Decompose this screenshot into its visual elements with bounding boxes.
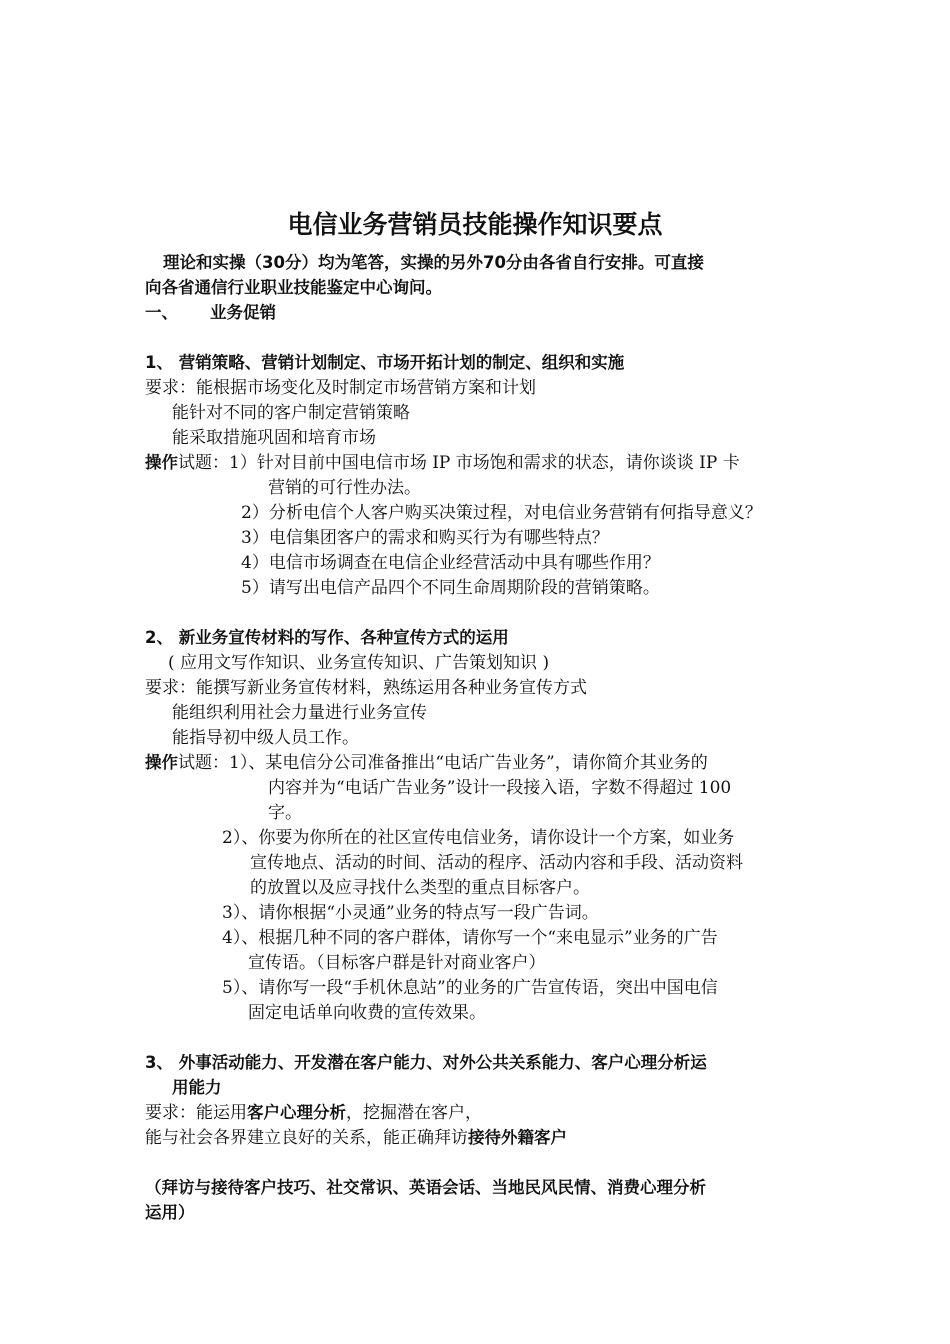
item1-question-3: 3）电信集团客户的需求和购买行为有哪些特点？ — [241, 528, 609, 548]
item1-requirement-2: 能针对不同的客户制定营销策略 — [172, 403, 410, 423]
item2-subheading: ( 应用文写作知识、业务宣传知识、广告策划知识 ) — [168, 653, 550, 673]
item3-requirement-2 — [145, 1127, 567, 1149]
section-one-number: 一、 — [145, 303, 178, 322]
item2-question-1-continued-2: 字。 — [268, 803, 302, 823]
operation-label: 操作 — [145, 753, 178, 772]
item3-heading-line-1: 3、 外事活动能力、开发潜在客户能力、对外公共关系能力、客户心理分析运 — [145, 1053, 707, 1072]
item3-requirement-1-suffix: ，挖掘潜在客户， — [346, 1103, 482, 1123]
item1-requirement-1: 要求：能根据市场变化及时制定市场营销方案和计划 — [145, 378, 536, 398]
item3-note-line-1: （拜访与接待客户技巧、社交常识、英语会话、当地民风民情、消费心理分析 — [145, 1178, 706, 1197]
item2-question-4-line-2: 宣传语。（目标客户群是针对商业客户） — [248, 953, 546, 973]
item2-heading: 2、 新业务宣传材料的写作、各种宣传方式的运用 — [145, 628, 509, 647]
section-one-heading: 业务促销 — [210, 303, 276, 322]
item2-question-1-continued-1: 内容并为“电话广告业务”设计一段接入语，字数不得超过 100 — [268, 778, 732, 798]
item3-requirement-2-emphasis: 接待外籍客户 — [468, 1128, 567, 1147]
item3-requirement-2-prefix: 能与社会各界建立良好的关系，能正确拜访 — [145, 1128, 468, 1148]
item2-question-5-line-1: 5）、请你写一段“手机休息站”的业务的广告宣传语，突出中国电信 — [222, 978, 718, 998]
item1-question-2: 2）分析电信个人客户购买决策过程，对电信业务营销有何指导意义？ — [241, 503, 762, 523]
item3-requirement-1-emphasis: 客户心理分析 — [247, 1103, 346, 1122]
item1-operation-line — [145, 452, 740, 474]
intro-line-1: 理论和实操（30分）均为笔答，实操的另外70分由各省自行安排。可直接 — [163, 253, 704, 272]
item2-question-2-line-3: 的放置以及应寻找什么类型的重点目标客户。 — [250, 878, 590, 898]
item2-question-5-line-2: 固定电话单向收费的宣传效果。 — [248, 1003, 486, 1023]
item2-question-2-line-2: 宣传地点、活动的时间、活动的程序、活动内容和手段、活动资料 — [250, 853, 743, 873]
item2-question-2-line-1: 2）、你要为你所在的社区宣传电信业务，请你设计一个方案，如业务 — [222, 828, 735, 848]
item3-requirement-1-prefix: 要求：能运用 — [145, 1103, 247, 1123]
item2-requirement-1: 要求：能撰写新业务宣传材料，熟练运用各种业务宣传方式 — [145, 678, 587, 698]
item1-question-1: 试题：1）针对目前中国电信市场 IP 市场饱和需求的状态，请你谈谈 IP 卡 — [178, 453, 740, 473]
item2-question-4-line-1: 4）、根据几种不同的客户群体，请你写一个“来电显示”业务的广告 — [222, 928, 718, 948]
item1-question-5: 5）请写出电信产品四个不同生命周期阶段的营销策略。 — [241, 578, 660, 598]
item2-requirement-2: 能组织利用社会力量进行业务宣传 — [172, 703, 427, 723]
item2-question-3: 3）、请你根据“小灵通”业务的特点写一段广告词。 — [222, 903, 599, 923]
document-title: 电信业务营销员技能操作知识要点 — [287, 210, 663, 239]
operation-label: 操作 — [145, 453, 178, 472]
intro-line-2: 向各省通信行业职业技能鉴定中心询问。 — [145, 278, 442, 297]
item2-question-1: 试题：1）、某电信分公司准备推出“电话广告业务”，请你简介其业务的 — [178, 753, 708, 773]
item1-question-4: 4）电信市场调查在电信企业经营活动中具有哪些作用？ — [241, 553, 660, 573]
item1-heading: 1、 营销策略、营销计划制定、市场开拓计划的制定、组织和实施 — [145, 353, 625, 372]
item2-operation-line — [145, 752, 708, 774]
item1-question-1-continued: 营销的可行性办法。 — [268, 478, 421, 498]
item2-requirement-3: 能指导初中级人员工作。 — [172, 728, 359, 748]
item3-note-line-2: 运用） — [145, 1203, 195, 1222]
item3-requirement-1 — [145, 1102, 482, 1124]
item1-requirement-3: 能采取措施巩固和培育市场 — [172, 428, 376, 448]
item3-heading-line-2: 用能力 — [172, 1078, 222, 1097]
